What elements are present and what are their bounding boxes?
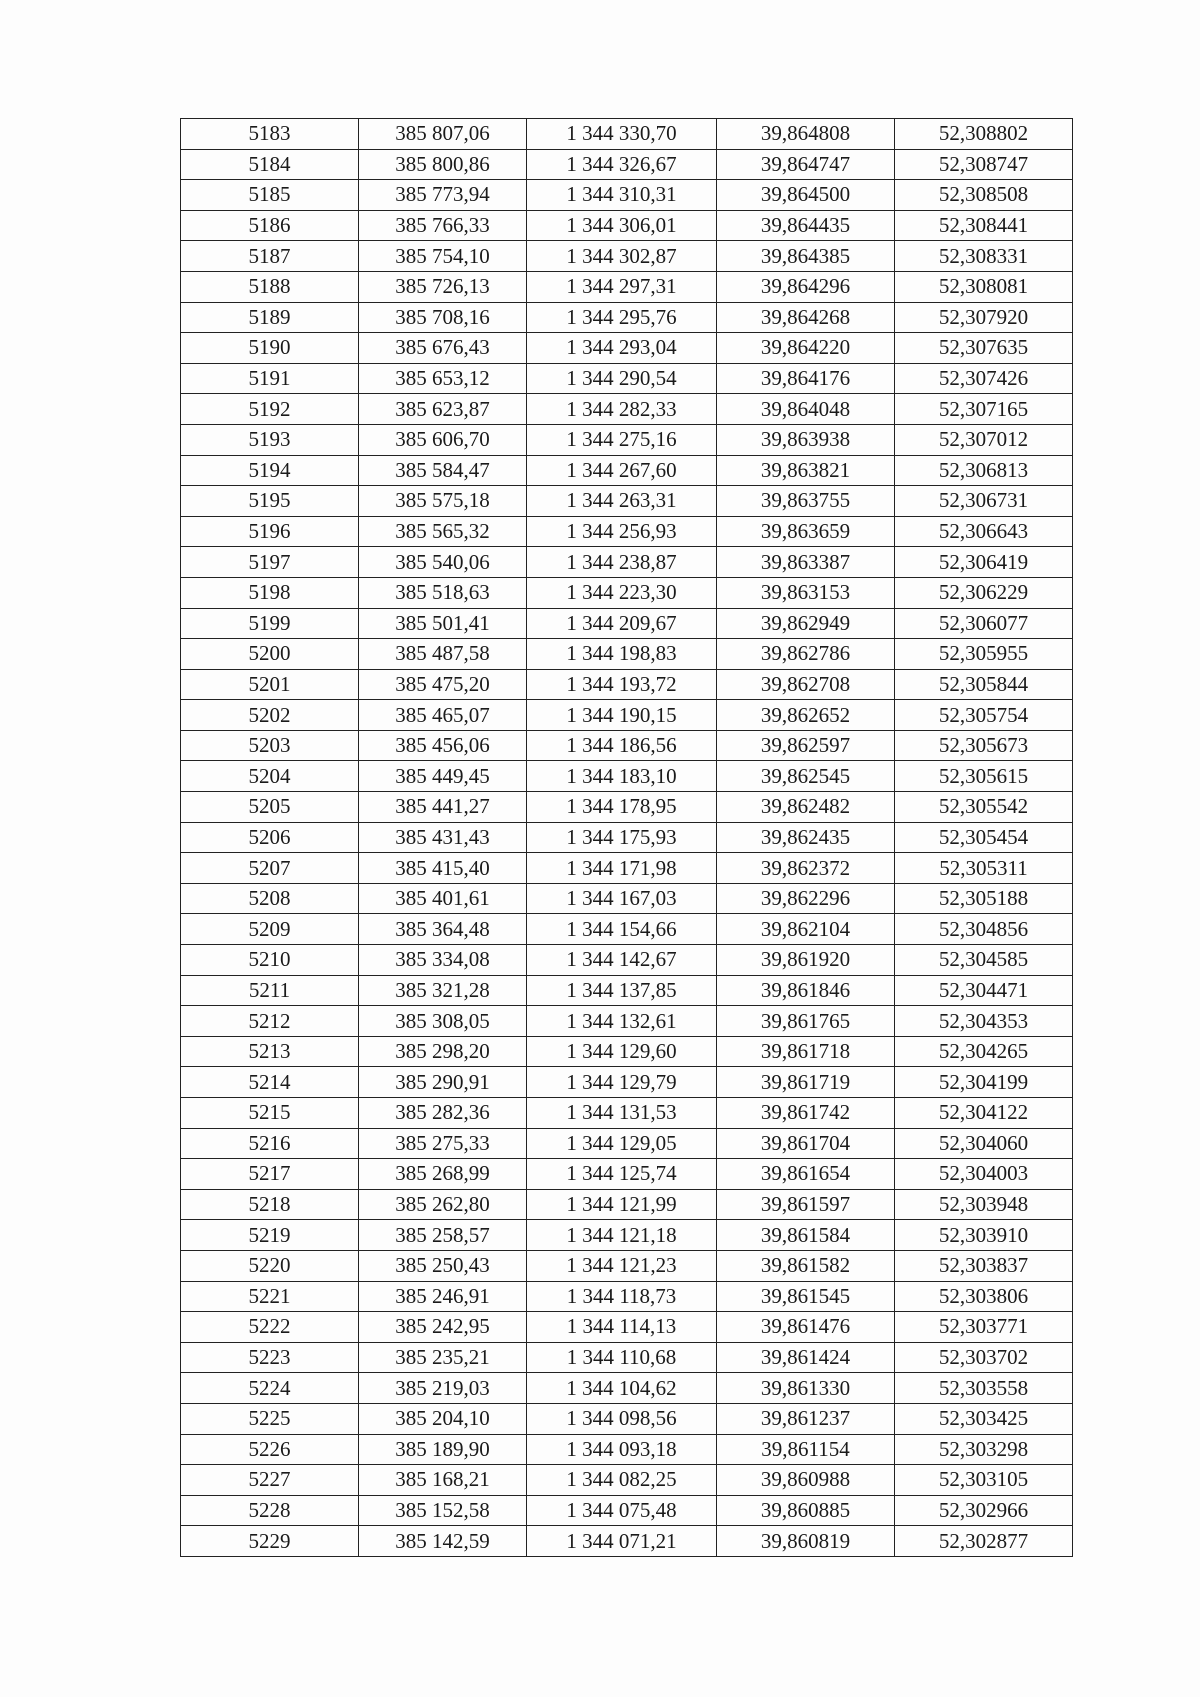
y-coordinate-cell: 1 344 297,31 bbox=[527, 271, 717, 302]
latitude-cell: 39,863387 bbox=[717, 547, 895, 578]
x-coordinate-cell: 385 268,99 bbox=[359, 1159, 527, 1190]
table-row bbox=[181, 577, 1073, 608]
latitude-cell: 39,863153 bbox=[717, 577, 895, 608]
y-coordinate-cell: 1 344 121,23 bbox=[527, 1250, 717, 1281]
x-coordinate-cell: 385 708,16 bbox=[359, 302, 527, 333]
y-coordinate-cell: 1 344 275,16 bbox=[527, 424, 717, 455]
y-coordinate-cell: 1 344 293,04 bbox=[527, 333, 717, 364]
point-number-cell: 5214 bbox=[181, 1067, 359, 1098]
latitude-cell: 39,860819 bbox=[717, 1526, 895, 1557]
table-row bbox=[181, 1128, 1073, 1159]
longitude-cell: 52,305673 bbox=[895, 730, 1073, 761]
y-coordinate-cell: 1 344 110,68 bbox=[527, 1342, 717, 1373]
table-row bbox=[181, 180, 1073, 211]
y-coordinate-cell: 1 344 295,76 bbox=[527, 302, 717, 333]
table-row bbox=[181, 363, 1073, 394]
x-coordinate-cell: 385 623,87 bbox=[359, 394, 527, 425]
longitude-cell: 52,302877 bbox=[895, 1526, 1073, 1557]
x-coordinate-cell: 385 334,08 bbox=[359, 945, 527, 976]
y-coordinate-cell: 1 344 178,95 bbox=[527, 792, 717, 823]
point-number-cell: 5221 bbox=[181, 1281, 359, 1312]
longitude-cell: 52,304585 bbox=[895, 945, 1073, 976]
y-coordinate-cell: 1 344 306,01 bbox=[527, 210, 717, 241]
table-row bbox=[181, 302, 1073, 333]
table-row bbox=[181, 210, 1073, 241]
table-row bbox=[181, 1098, 1073, 1129]
x-coordinate-cell: 385 168,21 bbox=[359, 1465, 527, 1496]
y-coordinate-cell: 1 344 330,70 bbox=[527, 119, 717, 150]
table-row bbox=[181, 394, 1073, 425]
point-number-cell: 5204 bbox=[181, 761, 359, 792]
table-row bbox=[181, 149, 1073, 180]
table-row bbox=[181, 333, 1073, 364]
latitude-cell: 39,861654 bbox=[717, 1159, 895, 1190]
x-coordinate-cell: 385 456,06 bbox=[359, 730, 527, 761]
table-row bbox=[181, 1495, 1073, 1526]
point-number-cell: 5225 bbox=[181, 1403, 359, 1434]
point-number-cell: 5187 bbox=[181, 241, 359, 272]
longitude-cell: 52,305454 bbox=[895, 822, 1073, 853]
latitude-cell: 39,862104 bbox=[717, 914, 895, 945]
longitude-cell: 52,306077 bbox=[895, 608, 1073, 639]
y-coordinate-cell: 1 344 326,67 bbox=[527, 149, 717, 180]
table-row bbox=[181, 1312, 1073, 1343]
point-number-cell: 5213 bbox=[181, 1036, 359, 1067]
table-row bbox=[181, 1373, 1073, 1404]
table-row bbox=[181, 1220, 1073, 1251]
table-row bbox=[181, 1403, 1073, 1434]
y-coordinate-cell: 1 344 223,30 bbox=[527, 577, 717, 608]
table-row bbox=[181, 1006, 1073, 1037]
table-row bbox=[181, 1189, 1073, 1220]
point-number-cell: 5196 bbox=[181, 516, 359, 547]
point-number-cell: 5212 bbox=[181, 1006, 359, 1037]
y-coordinate-cell: 1 344 171,98 bbox=[527, 853, 717, 884]
y-coordinate-cell: 1 344 209,67 bbox=[527, 608, 717, 639]
longitude-cell: 52,303105 bbox=[895, 1465, 1073, 1496]
point-number-cell: 5192 bbox=[181, 394, 359, 425]
x-coordinate-cell: 385 275,33 bbox=[359, 1128, 527, 1159]
latitude-cell: 39,863659 bbox=[717, 516, 895, 547]
table-row bbox=[181, 730, 1073, 761]
latitude-cell: 39,862435 bbox=[717, 822, 895, 853]
y-coordinate-cell: 1 344 175,93 bbox=[527, 822, 717, 853]
point-number-cell: 5207 bbox=[181, 853, 359, 884]
point-number-cell: 5186 bbox=[181, 210, 359, 241]
y-coordinate-cell: 1 344 129,05 bbox=[527, 1128, 717, 1159]
latitude-cell: 39,861237 bbox=[717, 1403, 895, 1434]
y-coordinate-cell: 1 344 075,48 bbox=[527, 1495, 717, 1526]
longitude-cell: 52,307012 bbox=[895, 424, 1073, 455]
latitude-cell: 39,861765 bbox=[717, 1006, 895, 1037]
longitude-cell: 52,304122 bbox=[895, 1098, 1073, 1129]
y-coordinate-cell: 1 344 098,56 bbox=[527, 1403, 717, 1434]
longitude-cell: 52,305754 bbox=[895, 700, 1073, 731]
latitude-cell: 39,864747 bbox=[717, 149, 895, 180]
y-coordinate-cell: 1 344 267,60 bbox=[527, 455, 717, 486]
point-number-cell: 5200 bbox=[181, 639, 359, 670]
point-number-cell: 5199 bbox=[181, 608, 359, 639]
latitude-cell: 39,860988 bbox=[717, 1465, 895, 1496]
table-row bbox=[181, 455, 1073, 486]
longitude-cell: 52,306731 bbox=[895, 486, 1073, 517]
latitude-cell: 39,862949 bbox=[717, 608, 895, 639]
x-coordinate-cell: 385 204,10 bbox=[359, 1403, 527, 1434]
x-coordinate-cell: 385 606,70 bbox=[359, 424, 527, 455]
longitude-cell: 52,307426 bbox=[895, 363, 1073, 394]
point-number-cell: 5185 bbox=[181, 180, 359, 211]
y-coordinate-cell: 1 344 190,15 bbox=[527, 700, 717, 731]
x-coordinate-cell: 385 258,57 bbox=[359, 1220, 527, 1251]
table-row bbox=[181, 700, 1073, 731]
table-row bbox=[181, 1434, 1073, 1465]
x-coordinate-cell: 385 152,58 bbox=[359, 1495, 527, 1526]
y-coordinate-cell: 1 344 125,74 bbox=[527, 1159, 717, 1190]
point-number-cell: 5208 bbox=[181, 883, 359, 914]
table-row bbox=[181, 516, 1073, 547]
x-coordinate-cell: 385 431,43 bbox=[359, 822, 527, 853]
latitude-cell: 39,864500 bbox=[717, 180, 895, 211]
y-coordinate-cell: 1 344 256,93 bbox=[527, 516, 717, 547]
table-row bbox=[181, 945, 1073, 976]
longitude-cell: 52,303910 bbox=[895, 1220, 1073, 1251]
latitude-cell: 39,864296 bbox=[717, 271, 895, 302]
table-row bbox=[181, 1036, 1073, 1067]
table-row bbox=[181, 486, 1073, 517]
longitude-cell: 52,305955 bbox=[895, 639, 1073, 670]
longitude-cell: 52,304003 bbox=[895, 1159, 1073, 1190]
y-coordinate-cell: 1 344 290,54 bbox=[527, 363, 717, 394]
y-coordinate-cell: 1 344 118,73 bbox=[527, 1281, 717, 1312]
longitude-cell: 52,303806 bbox=[895, 1281, 1073, 1312]
latitude-cell: 39,861154 bbox=[717, 1434, 895, 1465]
point-number-cell: 5219 bbox=[181, 1220, 359, 1251]
point-number-cell: 5222 bbox=[181, 1312, 359, 1343]
point-number-cell: 5205 bbox=[181, 792, 359, 823]
point-number-cell: 5223 bbox=[181, 1342, 359, 1373]
longitude-cell: 52,303425 bbox=[895, 1403, 1073, 1434]
longitude-cell: 52,303948 bbox=[895, 1189, 1073, 1220]
table-row bbox=[181, 975, 1073, 1006]
latitude-cell: 39,864048 bbox=[717, 394, 895, 425]
point-number-cell: 5224 bbox=[181, 1373, 359, 1404]
x-coordinate-cell: 385 189,90 bbox=[359, 1434, 527, 1465]
y-coordinate-cell: 1 344 082,25 bbox=[527, 1465, 717, 1496]
x-coordinate-cell: 385 766,33 bbox=[359, 210, 527, 241]
latitude-cell: 39,864808 bbox=[717, 119, 895, 150]
table-row bbox=[181, 669, 1073, 700]
point-number-cell: 5217 bbox=[181, 1159, 359, 1190]
longitude-cell: 52,308508 bbox=[895, 180, 1073, 211]
latitude-cell: 39,862597 bbox=[717, 730, 895, 761]
x-coordinate-cell: 385 575,18 bbox=[359, 486, 527, 517]
longitude-cell: 52,304265 bbox=[895, 1036, 1073, 1067]
x-coordinate-cell: 385 726,13 bbox=[359, 271, 527, 302]
table-row bbox=[181, 119, 1073, 150]
point-number-cell: 5183 bbox=[181, 119, 359, 150]
longitude-cell: 52,304856 bbox=[895, 914, 1073, 945]
latitude-cell: 39,862708 bbox=[717, 669, 895, 700]
longitude-cell: 52,304060 bbox=[895, 1128, 1073, 1159]
table-row bbox=[181, 1342, 1073, 1373]
y-coordinate-cell: 1 344 238,87 bbox=[527, 547, 717, 578]
x-coordinate-cell: 385 308,05 bbox=[359, 1006, 527, 1037]
point-number-cell: 5189 bbox=[181, 302, 359, 333]
y-coordinate-cell: 1 344 167,03 bbox=[527, 883, 717, 914]
longitude-cell: 52,305188 bbox=[895, 883, 1073, 914]
longitude-cell: 52,308747 bbox=[895, 149, 1073, 180]
table-row bbox=[181, 608, 1073, 639]
point-number-cell: 5198 bbox=[181, 577, 359, 608]
latitude-cell: 39,861718 bbox=[717, 1036, 895, 1067]
latitude-cell: 39,862786 bbox=[717, 639, 895, 670]
y-coordinate-cell: 1 344 137,85 bbox=[527, 975, 717, 1006]
table-row bbox=[181, 424, 1073, 455]
latitude-cell: 39,862545 bbox=[717, 761, 895, 792]
x-coordinate-cell: 385 518,63 bbox=[359, 577, 527, 608]
latitude-cell: 39,861424 bbox=[717, 1342, 895, 1373]
point-number-cell: 5210 bbox=[181, 945, 359, 976]
longitude-cell: 52,305844 bbox=[895, 669, 1073, 700]
point-number-cell: 5191 bbox=[181, 363, 359, 394]
longitude-cell: 52,303702 bbox=[895, 1342, 1073, 1373]
coordinates-table-body bbox=[181, 119, 1073, 1557]
table-row bbox=[181, 761, 1073, 792]
x-coordinate-cell: 385 487,58 bbox=[359, 639, 527, 670]
latitude-cell: 39,861330 bbox=[717, 1373, 895, 1404]
x-coordinate-cell: 385 773,94 bbox=[359, 180, 527, 211]
point-number-cell: 5190 bbox=[181, 333, 359, 364]
longitude-cell: 52,307635 bbox=[895, 333, 1073, 364]
x-coordinate-cell: 385 235,21 bbox=[359, 1342, 527, 1373]
x-coordinate-cell: 385 676,43 bbox=[359, 333, 527, 364]
x-coordinate-cell: 385 754,10 bbox=[359, 241, 527, 272]
latitude-cell: 39,862372 bbox=[717, 853, 895, 884]
y-coordinate-cell: 1 344 263,31 bbox=[527, 486, 717, 517]
latitude-cell: 39,861476 bbox=[717, 1312, 895, 1343]
point-number-cell: 5188 bbox=[181, 271, 359, 302]
longitude-cell: 52,303298 bbox=[895, 1434, 1073, 1465]
latitude-cell: 39,862652 bbox=[717, 700, 895, 731]
x-coordinate-cell: 385 298,20 bbox=[359, 1036, 527, 1067]
y-coordinate-cell: 1 344 114,13 bbox=[527, 1312, 717, 1343]
x-coordinate-cell: 385 219,03 bbox=[359, 1373, 527, 1404]
longitude-cell: 52,303837 bbox=[895, 1250, 1073, 1281]
y-coordinate-cell: 1 344 132,61 bbox=[527, 1006, 717, 1037]
table-row bbox=[181, 1465, 1073, 1496]
point-number-cell: 5202 bbox=[181, 700, 359, 731]
y-coordinate-cell: 1 344 129,60 bbox=[527, 1036, 717, 1067]
x-coordinate-cell: 385 321,28 bbox=[359, 975, 527, 1006]
point-number-cell: 5209 bbox=[181, 914, 359, 945]
latitude-cell: 39,861545 bbox=[717, 1281, 895, 1312]
table-row bbox=[181, 914, 1073, 945]
point-number-cell: 5220 bbox=[181, 1250, 359, 1281]
x-coordinate-cell: 385 262,80 bbox=[359, 1189, 527, 1220]
longitude-cell: 52,304353 bbox=[895, 1006, 1073, 1037]
latitude-cell: 39,863821 bbox=[717, 455, 895, 486]
point-number-cell: 5203 bbox=[181, 730, 359, 761]
longitude-cell: 52,303771 bbox=[895, 1312, 1073, 1343]
point-number-cell: 5226 bbox=[181, 1434, 359, 1465]
x-coordinate-cell: 385 250,43 bbox=[359, 1250, 527, 1281]
longitude-cell: 52,306813 bbox=[895, 455, 1073, 486]
latitude-cell: 39,862482 bbox=[717, 792, 895, 823]
longitude-cell: 52,305542 bbox=[895, 792, 1073, 823]
point-number-cell: 5194 bbox=[181, 455, 359, 486]
table-row bbox=[181, 1159, 1073, 1190]
longitude-cell: 52,305615 bbox=[895, 761, 1073, 792]
point-number-cell: 5201 bbox=[181, 669, 359, 700]
longitude-cell: 52,308331 bbox=[895, 241, 1073, 272]
x-coordinate-cell: 385 475,20 bbox=[359, 669, 527, 700]
point-number-cell: 5227 bbox=[181, 1465, 359, 1496]
longitude-cell: 52,306419 bbox=[895, 547, 1073, 578]
latitude-cell: 39,864220 bbox=[717, 333, 895, 364]
longitude-cell: 52,307165 bbox=[895, 394, 1073, 425]
longitude-cell: 52,304471 bbox=[895, 975, 1073, 1006]
latitude-cell: 39,861582 bbox=[717, 1250, 895, 1281]
latitude-cell: 39,864268 bbox=[717, 302, 895, 333]
point-number-cell: 5184 bbox=[181, 149, 359, 180]
y-coordinate-cell: 1 344 071,21 bbox=[527, 1526, 717, 1557]
x-coordinate-cell: 385 242,95 bbox=[359, 1312, 527, 1343]
x-coordinate-cell: 385 584,47 bbox=[359, 455, 527, 486]
latitude-cell: 39,863938 bbox=[717, 424, 895, 455]
x-coordinate-cell: 385 441,27 bbox=[359, 792, 527, 823]
latitude-cell: 39,861920 bbox=[717, 945, 895, 976]
x-coordinate-cell: 385 290,91 bbox=[359, 1067, 527, 1098]
latitude-cell: 39,861719 bbox=[717, 1067, 895, 1098]
point-number-cell: 5211 bbox=[181, 975, 359, 1006]
x-coordinate-cell: 385 246,91 bbox=[359, 1281, 527, 1312]
y-coordinate-cell: 1 344 131,53 bbox=[527, 1098, 717, 1129]
point-number-cell: 5229 bbox=[181, 1526, 359, 1557]
table-row bbox=[181, 547, 1073, 578]
y-coordinate-cell: 1 344 310,31 bbox=[527, 180, 717, 211]
latitude-cell: 39,861597 bbox=[717, 1189, 895, 1220]
latitude-cell: 39,864435 bbox=[717, 210, 895, 241]
x-coordinate-cell: 385 501,41 bbox=[359, 608, 527, 639]
x-coordinate-cell: 385 142,59 bbox=[359, 1526, 527, 1557]
x-coordinate-cell: 385 807,06 bbox=[359, 119, 527, 150]
point-number-cell: 5195 bbox=[181, 486, 359, 517]
x-coordinate-cell: 385 653,12 bbox=[359, 363, 527, 394]
y-coordinate-cell: 1 344 183,10 bbox=[527, 761, 717, 792]
longitude-cell: 52,308802 bbox=[895, 119, 1073, 150]
table-row bbox=[181, 1067, 1073, 1098]
y-coordinate-cell: 1 344 282,33 bbox=[527, 394, 717, 425]
y-coordinate-cell: 1 344 302,87 bbox=[527, 241, 717, 272]
table-row bbox=[181, 1281, 1073, 1312]
longitude-cell: 52,303558 bbox=[895, 1373, 1073, 1404]
y-coordinate-cell: 1 344 154,66 bbox=[527, 914, 717, 945]
longitude-cell: 52,305311 bbox=[895, 853, 1073, 884]
longitude-cell: 52,308081 bbox=[895, 271, 1073, 302]
x-coordinate-cell: 385 540,06 bbox=[359, 547, 527, 578]
latitude-cell: 39,861846 bbox=[717, 975, 895, 1006]
latitude-cell: 39,864385 bbox=[717, 241, 895, 272]
y-coordinate-cell: 1 344 093,18 bbox=[527, 1434, 717, 1465]
y-coordinate-cell: 1 344 193,72 bbox=[527, 669, 717, 700]
latitude-cell: 39,860885 bbox=[717, 1495, 895, 1526]
x-coordinate-cell: 385 282,36 bbox=[359, 1098, 527, 1129]
x-coordinate-cell: 385 800,86 bbox=[359, 149, 527, 180]
y-coordinate-cell: 1 344 186,56 bbox=[527, 730, 717, 761]
latitude-cell: 39,861584 bbox=[717, 1220, 895, 1251]
y-coordinate-cell: 1 344 121,99 bbox=[527, 1189, 717, 1220]
longitude-cell: 52,304199 bbox=[895, 1067, 1073, 1098]
point-number-cell: 5206 bbox=[181, 822, 359, 853]
y-coordinate-cell: 1 344 142,67 bbox=[527, 945, 717, 976]
longitude-cell: 52,306229 bbox=[895, 577, 1073, 608]
longitude-cell: 52,308441 bbox=[895, 210, 1073, 241]
x-coordinate-cell: 385 465,07 bbox=[359, 700, 527, 731]
table-row bbox=[181, 1250, 1073, 1281]
point-number-cell: 5228 bbox=[181, 1495, 359, 1526]
x-coordinate-cell: 385 449,45 bbox=[359, 761, 527, 792]
point-number-cell: 5193 bbox=[181, 424, 359, 455]
y-coordinate-cell: 1 344 121,18 bbox=[527, 1220, 717, 1251]
table-row bbox=[181, 883, 1073, 914]
coordinates-table bbox=[180, 118, 1073, 1557]
table-row bbox=[181, 792, 1073, 823]
point-number-cell: 5218 bbox=[181, 1189, 359, 1220]
point-number-cell: 5215 bbox=[181, 1098, 359, 1129]
table-row bbox=[181, 271, 1073, 302]
point-number-cell: 5197 bbox=[181, 547, 359, 578]
latitude-cell: 39,861742 bbox=[717, 1098, 895, 1129]
latitude-cell: 39,863755 bbox=[717, 486, 895, 517]
latitude-cell: 39,861704 bbox=[717, 1128, 895, 1159]
x-coordinate-cell: 385 401,61 bbox=[359, 883, 527, 914]
table-row bbox=[181, 822, 1073, 853]
table-row bbox=[181, 1526, 1073, 1557]
x-coordinate-cell: 385 415,40 bbox=[359, 853, 527, 884]
y-coordinate-cell: 1 344 104,62 bbox=[527, 1373, 717, 1404]
table-row bbox=[181, 853, 1073, 884]
latitude-cell: 39,864176 bbox=[717, 363, 895, 394]
longitude-cell: 52,306643 bbox=[895, 516, 1073, 547]
x-coordinate-cell: 385 565,32 bbox=[359, 516, 527, 547]
y-coordinate-cell: 1 344 129,79 bbox=[527, 1067, 717, 1098]
longitude-cell: 52,302966 bbox=[895, 1495, 1073, 1526]
x-coordinate-cell: 385 364,48 bbox=[359, 914, 527, 945]
table-row bbox=[181, 639, 1073, 670]
y-coordinate-cell: 1 344 198,83 bbox=[527, 639, 717, 670]
point-number-cell: 5216 bbox=[181, 1128, 359, 1159]
table-row bbox=[181, 241, 1073, 272]
longitude-cell: 52,307920 bbox=[895, 302, 1073, 333]
latitude-cell: 39,862296 bbox=[717, 883, 895, 914]
